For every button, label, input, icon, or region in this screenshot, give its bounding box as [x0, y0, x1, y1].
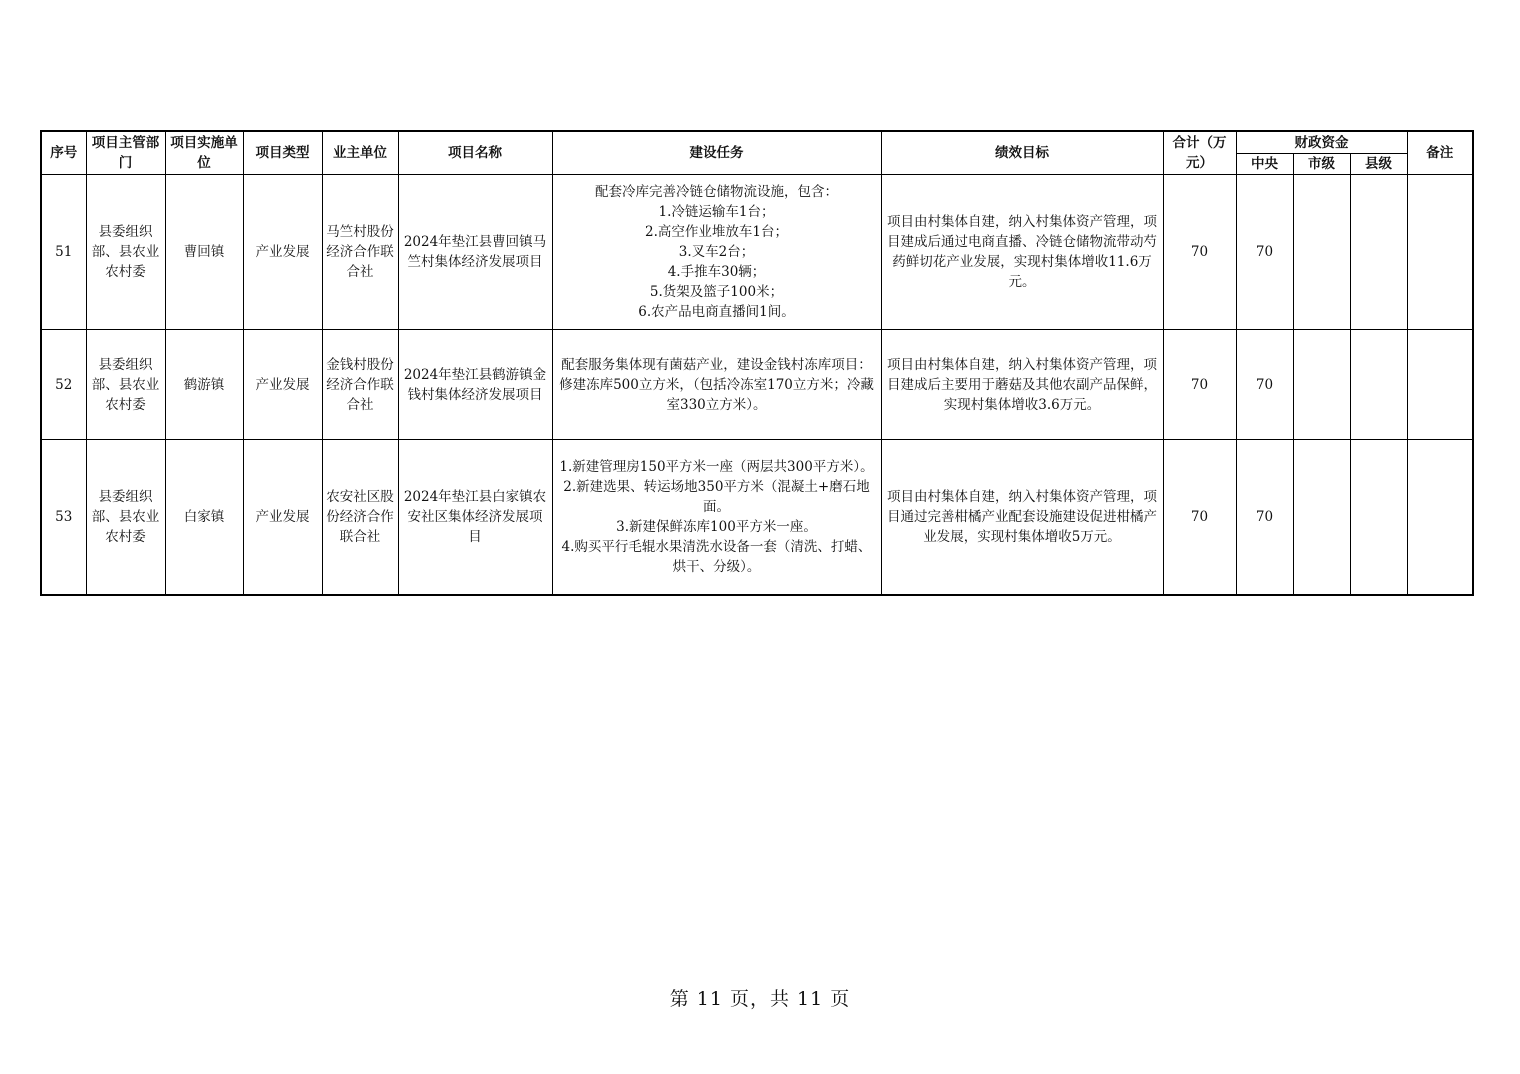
- header-note: 备注: [1407, 131, 1473, 175]
- cell-type: 产业发展: [243, 330, 322, 440]
- cell-tasks: [552, 440, 881, 595]
- cell-central: 70: [1236, 175, 1293, 330]
- cell-goal: 项目由村集体自建，纳入村集体资产管理，项目建成后主要用于蘑菇及其他农副产品保鲜，实现村集体增收3.6万元。: [881, 330, 1163, 440]
- task-line: 3.新建保鲜冻库100平方米一座。: [616, 518, 817, 535]
- cell-dept: 县委组织部、县农业农村委: [86, 440, 165, 595]
- cell-note: [1407, 330, 1473, 440]
- header-total: 合计（万元）: [1163, 131, 1236, 175]
- cell-owner: 金钱村股份经济合作联合社: [322, 330, 398, 440]
- task-line: 1.新建管理房150平方米一座（两层共300平方米）。: [559, 458, 874, 475]
- cell-impl-unit: 鹤游镇: [165, 330, 243, 440]
- header-fiscal: 财政资金: [1236, 131, 1407, 154]
- header-seq: 序号: [41, 131, 86, 175]
- header-city: 市级: [1293, 154, 1350, 175]
- cell-owner: 农安社区股份经济合作联合社: [322, 440, 398, 595]
- cell-dept: 县委组织部、县农业农村委: [86, 175, 165, 330]
- task-line: 1.冷链运输车1台；: [658, 204, 775, 220]
- cell-owner: 马竺村股份经济合作联合社: [322, 175, 398, 330]
- header-type: 项目类型: [243, 131, 322, 175]
- task-line: 5.货架及篮子100米；: [649, 284, 784, 300]
- table-row: [41, 330, 1473, 440]
- header-county: 县级: [1350, 154, 1407, 175]
- header-owner: 业主单位: [322, 131, 398, 175]
- task-line: 2.高空作业堆放车1台；: [645, 224, 788, 240]
- cell-tasks: [552, 175, 881, 330]
- cell-central: 70: [1236, 330, 1293, 440]
- cell-note: [1407, 175, 1473, 330]
- task-line: 配套冷库完善冷链仓储物流设施，包含：: [595, 184, 838, 200]
- cell-seq: 51: [41, 175, 86, 330]
- cell-county: [1350, 175, 1407, 330]
- header-name: 项目名称: [398, 131, 552, 175]
- cell-county: [1350, 440, 1407, 595]
- cell-name: 2024年垫江县鹤游镇金钱村集体经济发展项目: [398, 330, 552, 440]
- page-footer: 第 11 页，共 11 页: [669, 988, 851, 1010]
- cell-total: 70: [1163, 175, 1236, 330]
- cell-name: 2024年垫江县曹回镇马竺村集体经济发展项目: [398, 175, 552, 330]
- task-line: 修建冻库500立方米，（包括冷冻室170立方米；冷藏室330立方米）。: [559, 376, 874, 413]
- cell-city: [1293, 440, 1350, 595]
- cell-dept: 县委组织部、县农业农村委: [86, 330, 165, 440]
- cell-tasks: [552, 330, 881, 440]
- task-line: 配套服务集体现有菌菇产业，建设金钱村冻库项目：: [561, 356, 872, 373]
- header-central: 中央: [1236, 154, 1293, 175]
- table-row: [41, 175, 1473, 330]
- cell-seq: 53: [41, 440, 86, 595]
- task-line: 6.农产品电商直播间1间。: [638, 304, 795, 320]
- cell-central: 70: [1236, 440, 1293, 595]
- task-line: 3.叉车2台；: [678, 244, 755, 260]
- cell-seq: 52: [41, 330, 86, 440]
- header-goal: 绩效目标: [881, 131, 1163, 175]
- task-line: 4.购买平行毛辊水果清洗水设备一套（清洗、打蜡、烘干、分级）。: [561, 538, 872, 575]
- cell-county: [1350, 330, 1407, 440]
- project-table: [40, 130, 1474, 596]
- cell-name: 2024年垫江县白家镇农安社区集体经济发展项目: [398, 440, 552, 595]
- cell-goal: 项目由村集体自建，纳入村集体资产管理，项目通过完善柑橘产业配套设施建设促进柑橘产业发展，实现村集体增收5万元。: [881, 440, 1163, 595]
- cell-goal: 项目由村集体自建，纳入村集体资产管理，项目建成后通过电商直播、冷链仓储物流带动芍药鲜切花产业发展，实现村集体增收11.6万元。: [881, 175, 1163, 330]
- table-header-row: [41, 131, 1473, 154]
- task-line: 4.手推车30辆；: [667, 264, 766, 280]
- header-tasks: 建设任务: [552, 131, 881, 175]
- cell-city: [1293, 175, 1350, 330]
- cell-impl-unit: 白家镇: [165, 440, 243, 595]
- cell-type: 产业发展: [243, 175, 322, 330]
- cell-total: 70: [1163, 440, 1236, 595]
- cell-impl-unit: 曹回镇: [165, 175, 243, 330]
- table-row: [41, 440, 1473, 595]
- cell-type: 产业发展: [243, 440, 322, 595]
- cell-note: [1407, 440, 1473, 595]
- cell-city: [1293, 330, 1350, 440]
- cell-total: 70: [1163, 330, 1236, 440]
- task-line: 2.新建选果、转运场地350平方米（混凝土+磨石地面。: [563, 478, 870, 515]
- header-impl-unit: 项目实施单位: [165, 131, 243, 175]
- header-dept: 项目主管部门: [86, 131, 165, 175]
